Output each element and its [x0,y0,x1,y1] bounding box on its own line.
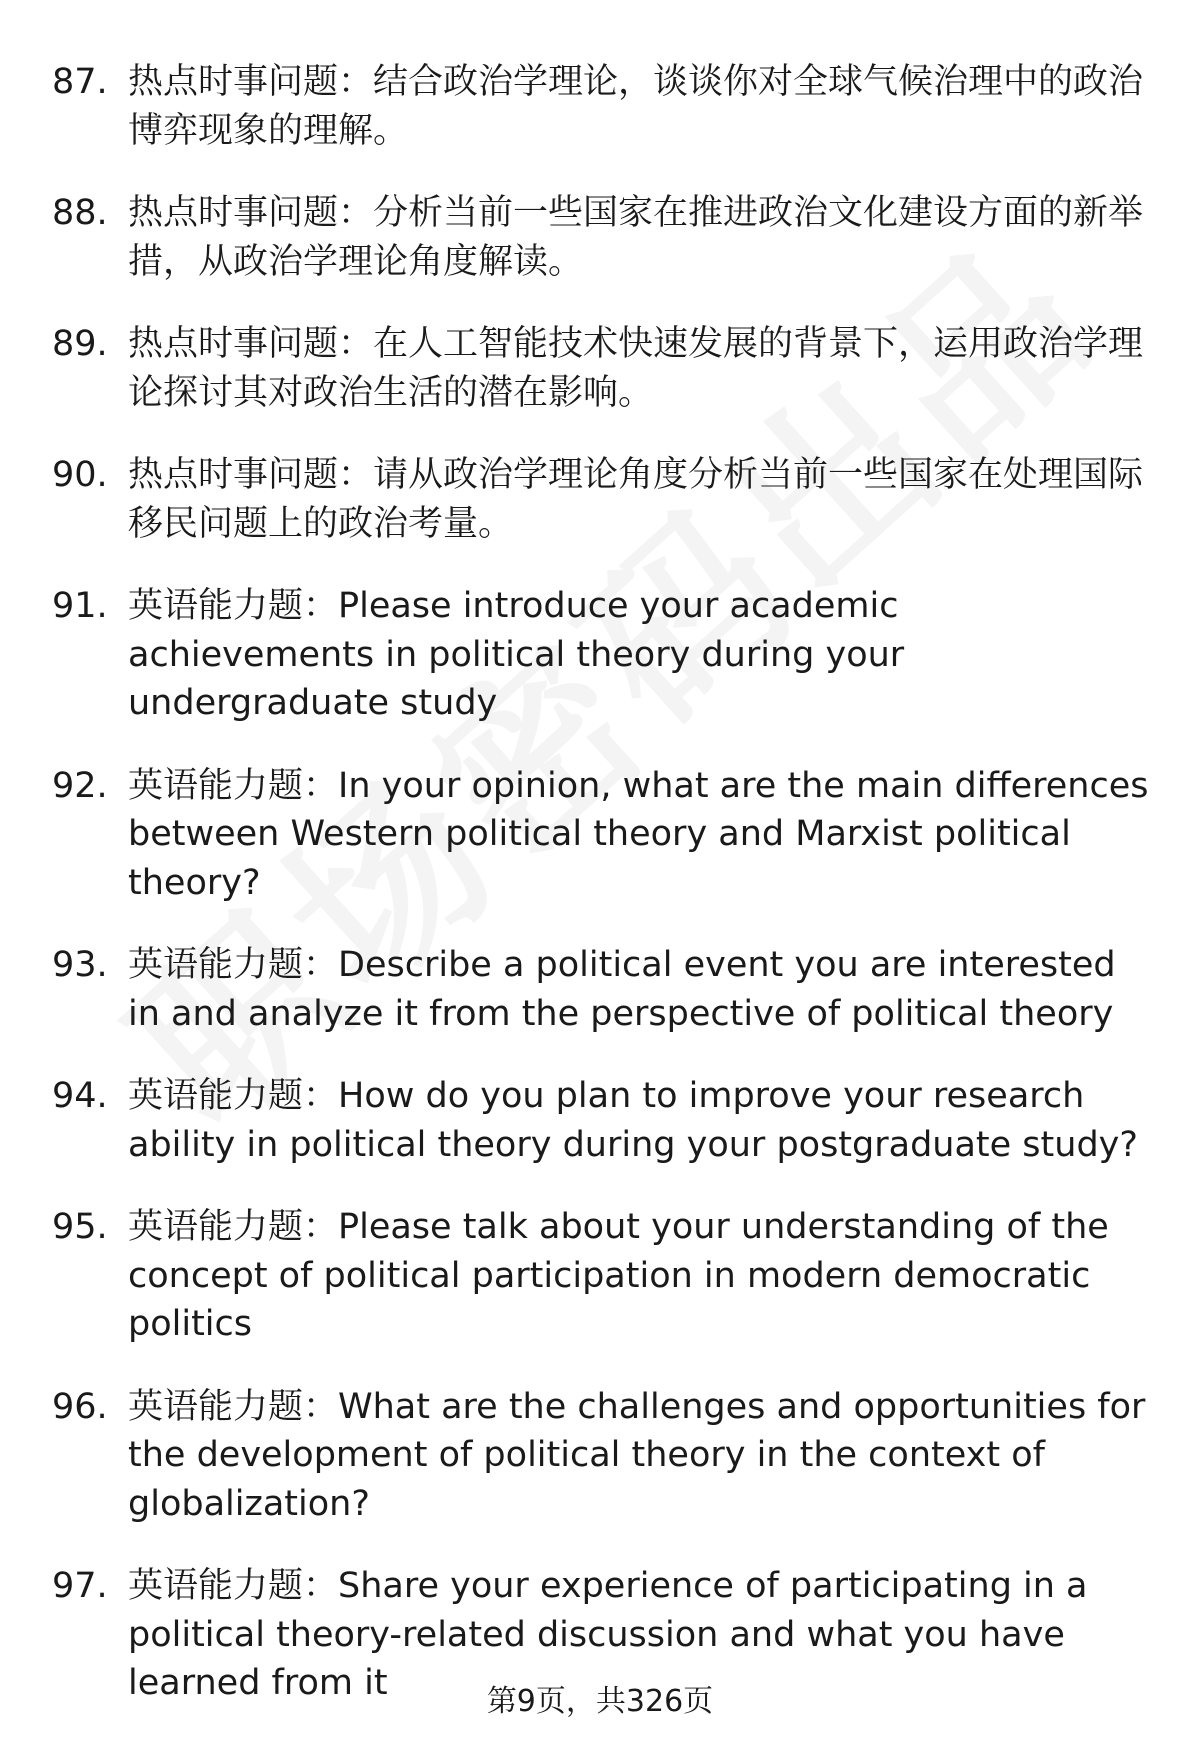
question-text: 热点时事问题：分析当前一些国家在推进政治文化建设方面的新举措，从政治学理论角度解读。 [128,193,1144,282]
question-text: 热点时事问题：请从政治学理论角度分析当前一些国家在处理国际移民问题上的政治考量。 [128,455,1144,544]
question-item [52,762,1152,908]
question-list [52,58,1152,1742]
question-number: 92. [52,765,108,806]
question-text: 英语能力题：What are the challenges and opportunities for the development of political theory in the context of globalization? [128,1386,1146,1524]
question-number: 97. [52,1566,108,1606]
question-text: 热点时事问题：结合政治学理论，谈谈你对全球气候治理中的政治博弈现象的理解。 [128,62,1144,151]
question-text: 英语能力题：How do you plan to improve your research ability in political theory during your postgraduate study? [128,1076,1138,1165]
question-item [52,451,1152,548]
question-number: 87. [52,62,108,102]
question-item [52,320,1152,417]
page-footer: 第9页，共326页 [486,1684,714,1719]
question-number: 91. [52,586,108,626]
question-text: 英语能力题：Please introduce your academic achievements in political theory during your undergraduate study [128,586,905,723]
question-text: 英语能力题：Share your experience of participating in a political theory-related discussion and what you have learned from it [128,1566,1088,1703]
question-number: 90. [52,455,108,495]
question-text: 英语能力题：Please talk about your understanding of the concept of political participation in modern democratic politics [128,1207,1109,1344]
question-item [52,582,1152,728]
question-number: 88. [52,193,108,233]
question-number: 93. [52,945,108,985]
question-item [52,1203,1152,1349]
question-number: 96. [52,1386,108,1427]
question-text: 热点时事问题：在人工智能技术快速发展的背景下，运用政治学理论探讨其对政治生活的潜在影响。 [128,324,1144,413]
question-item [52,1383,1152,1529]
question-text: 英语能力题：Describe a political event you are interested in and analyze it from the perspective of political theory [128,945,1116,1034]
question-text: 英语能力题：In your opinion, what are the main differences between Western political theory and Marxist political theory? [128,765,1149,903]
question-item [52,1072,1152,1169]
question-item [52,58,1152,155]
question-number: 89. [52,324,108,364]
question-number: 94. [52,1076,108,1116]
question-item [52,941,1152,1038]
question-item [52,189,1152,286]
question-number: 95. [52,1207,108,1247]
